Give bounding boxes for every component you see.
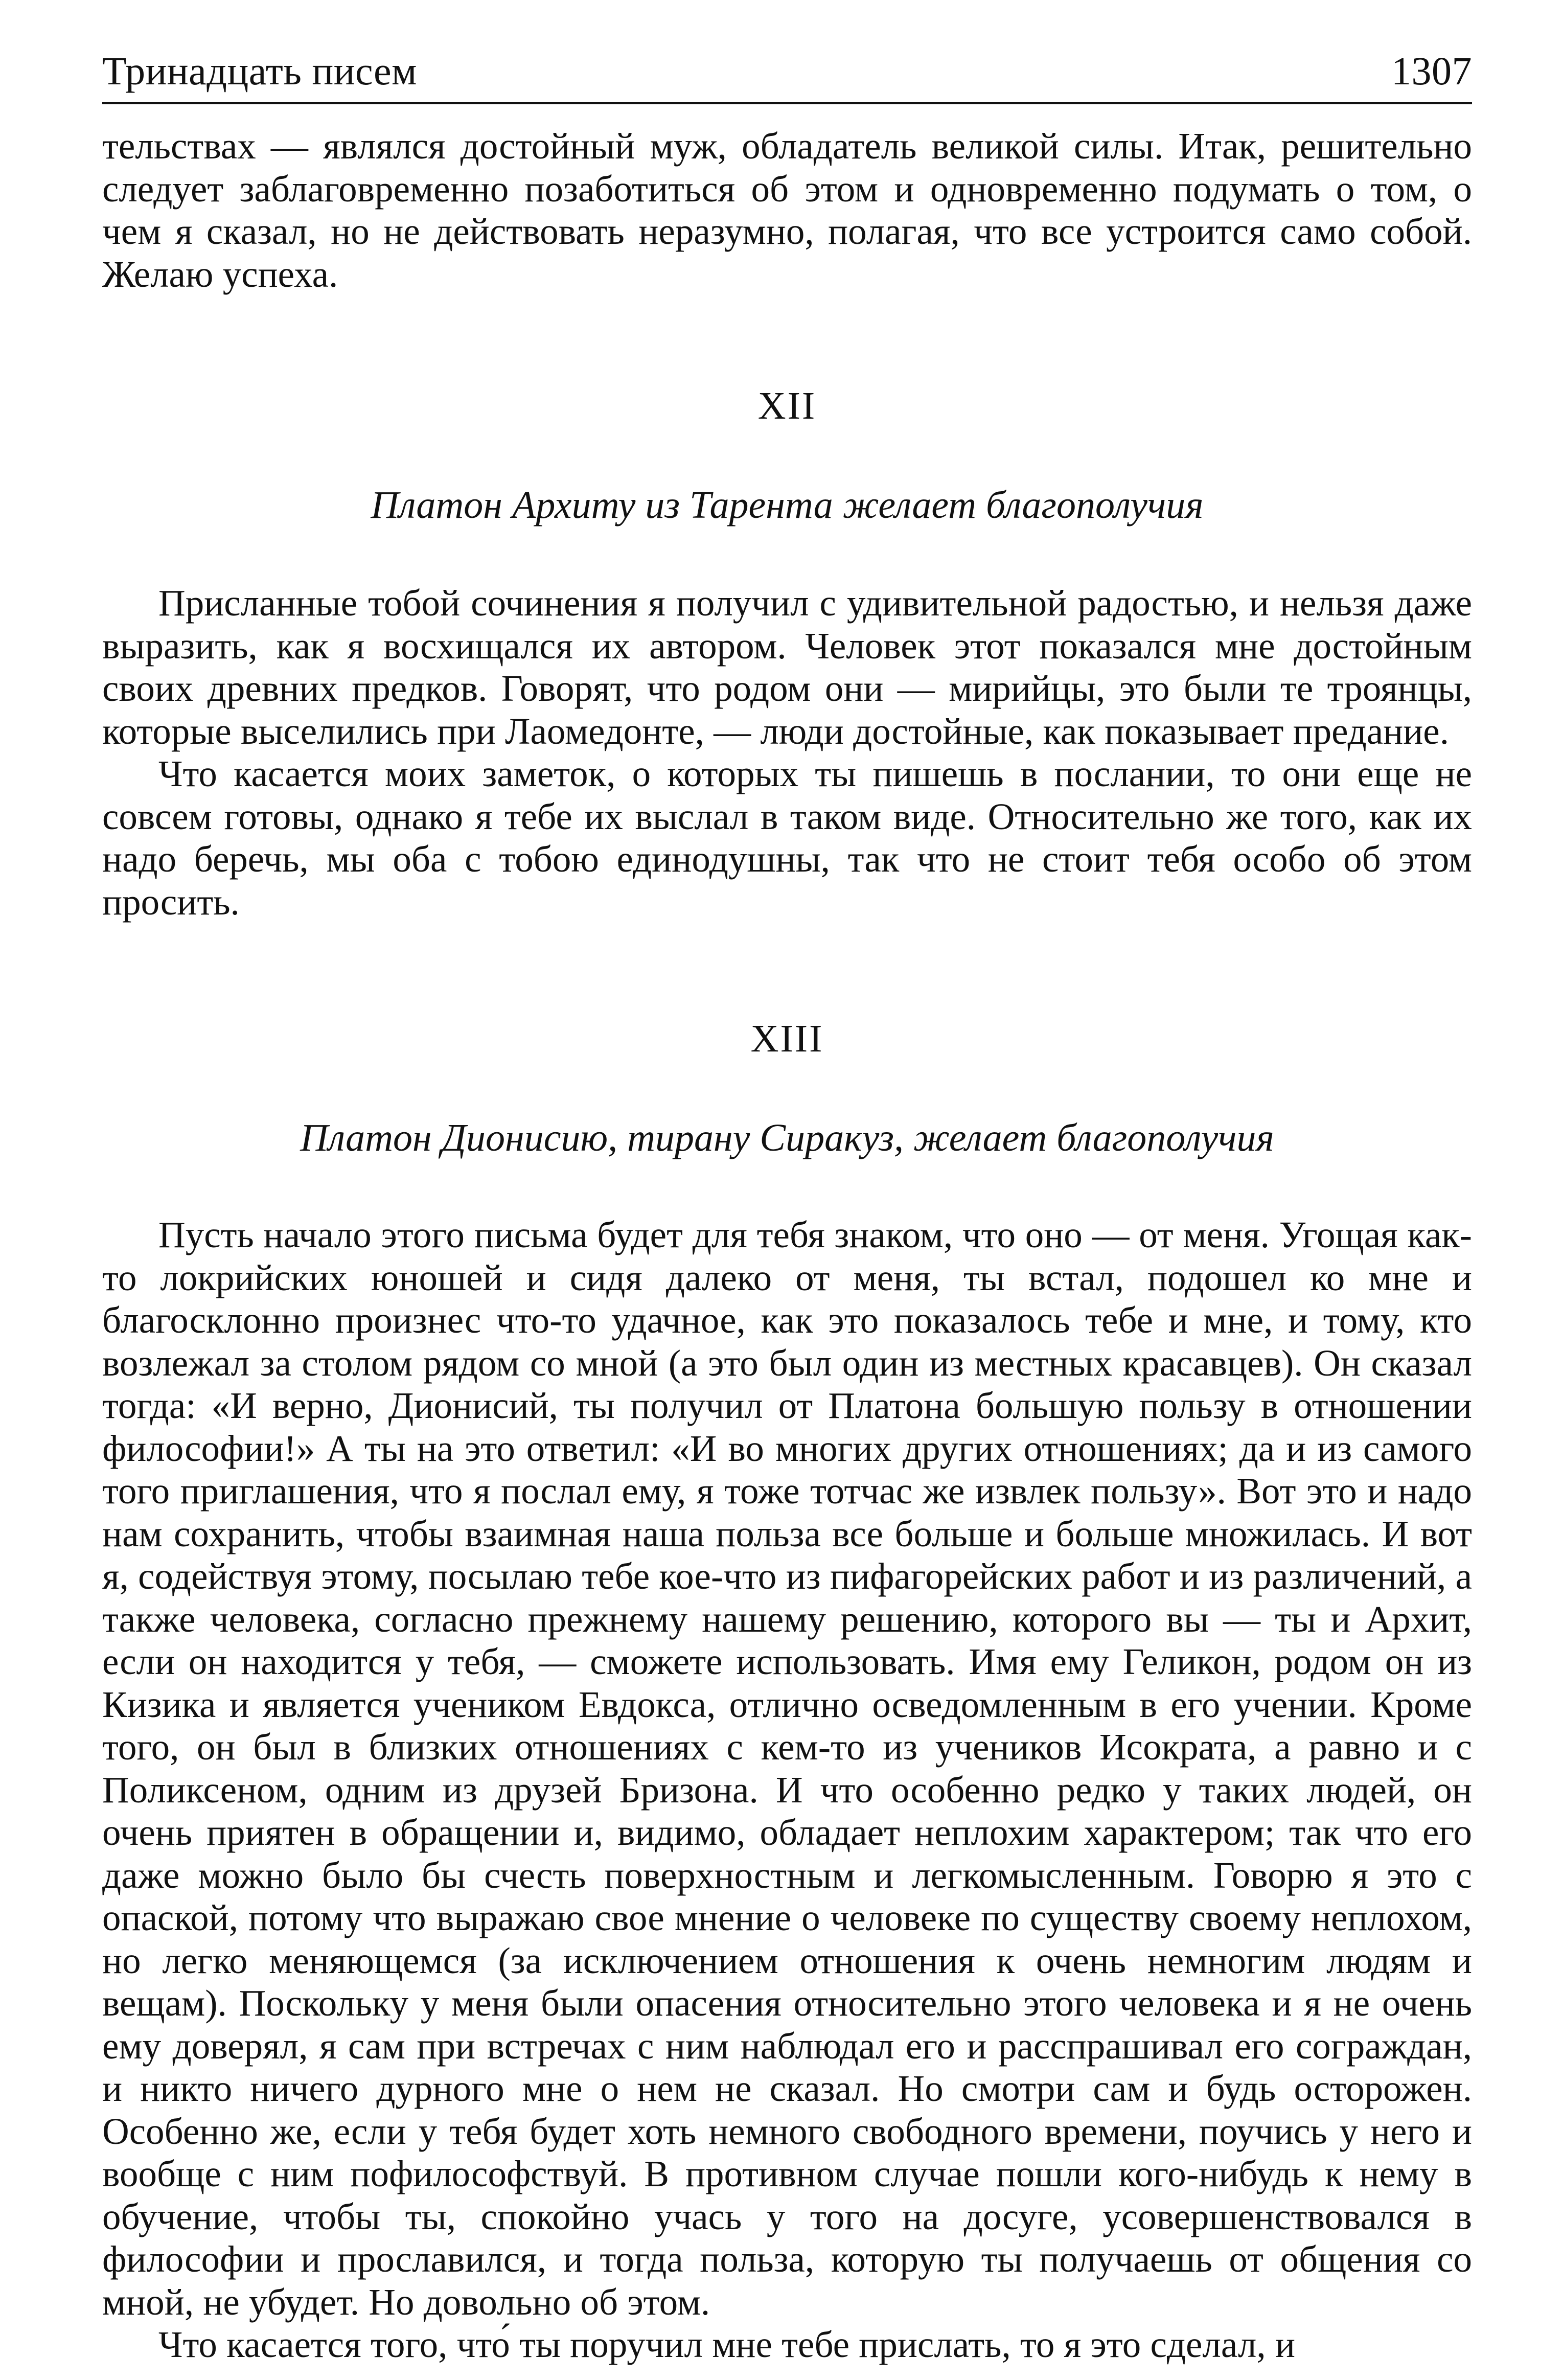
letter-body-xii (102, 582, 1472, 923)
paragraph: Присланные тобой сочинения я получил с удивительной радостью, и нельзя даже выразить, как я восхищался их автором. Человек этот показался мне достойным своих древних предков. Говорят, что родом они — мирийцы, это были те троянцы, которые выселились при Лаомедонте, — люди достойные, как показывает предание. (102, 582, 1472, 752)
running-header (102, 51, 1472, 104)
letter-body-xiii (102, 1214, 1472, 2366)
section-number-xiii: XIII (750, 1017, 824, 1060)
page-body (102, 125, 1472, 2366)
paragraph: Что касается моих заметок, о которых ты пишешь в послании, то они еще не совсем готовы, однако я тебе их выслал в таком виде. Относительно же того, как их надо беречь, мы оба с тобою единодушны, так что не стоит тебя особо об этом просить. (102, 753, 1472, 923)
paragraph: Пусть начало этого письма будет для тебя знаком, что оно — от меня. Угощая как-то локрийских юношей и сидя далеко от меня, ты встал, подошел ко мне и благосклонно произнес что-то удачное, как это показалось тебе и мне, и тому, кто возлежал за столом рядом со мной (а это был один из местных красавцев). Он сказал тогда: «И верно, Дионисий, ты получил от Платона большую пользу в отношении философии!» А ты на это ответил: «И во многих других отношениях; да и из самого того приглашения, что я послал ему, я тоже тотчас же извлек пользу». Вот это и надо нам сохранить, чтобы взаимная наша польза все больше и больше множилась. И вот я, содействуя этому, посылаю тебе кое-что из пифагорейских работ и из различений, а также человека, согласно прежнему нашему решению, которого вы — ты и Архит, если он находится у тебя, — сможете использовать. Имя ему Геликон, родом он из Кизика и является учеником Евдокса, отлично осведомленным в его учении. Кроме того, он был в близких отношениях с кем-то из учеников Исократа, а равно и с Поликсеном, одним из друзей Бризона. И что особенно редко у таких людей, он очень приятен в обращении и, видимо, обладает неплохим характером; так что его даже можно было бы счесть поверхностным и легкомысленным. Говорю я это с опаской, потому что выражаю свое мнение о человеке по существу своему неплохом, но легко меняющемся (за исключением отношения к очень немногим людям и вещам). Поскольку у меня были опасения относительно этого человека и я не очень ему доверял, я сам при встречах с ним наблюдал его и расспрашивал его сограждан, и никто ничего дурного мне о нем не сказал. Но смотри сам и будь осторожен. Особенно же, если у тебя будет хоть немного свободного времени, поучись у него и вообще с ним пофилософствуй. В противном случае пошли кого-нибудь к нему в обучение, чтобы ты, спокойно учась у того на досуге, усовершенствовался в философии и прославился, и тогда польза, которую ты получаешь от общения со мной, не убудет. Но довольно об этом. (102, 1214, 1472, 2323)
intro-paragraph: тельствах — являлся достойный муж, обладатель великой силы. Итак, решительно следует заблаговременно позаботиться об этом и одновременно подумать о том, о чем я сказал, но не действовать неразумно, полагая, что все устроится само собой. Желаю успеха. (102, 125, 1472, 295)
paragraph: Что касается того, что́ ты поручил мне тебе прислать, то я это сделал, и (158, 2324, 1295, 2365)
running-title: Тринадцать писем (102, 49, 418, 93)
section-number-xii: XII (757, 384, 817, 427)
book-page (102, 51, 1472, 2366)
letter-salutation-xii: Платон Архиту из Тарента желает благополучия (371, 484, 1204, 527)
letter-salutation-xiii: Платон Дионисию, тирану Сиракуз, желает благополучия (300, 1116, 1274, 1159)
page-number: 1307 (1391, 49, 1472, 93)
